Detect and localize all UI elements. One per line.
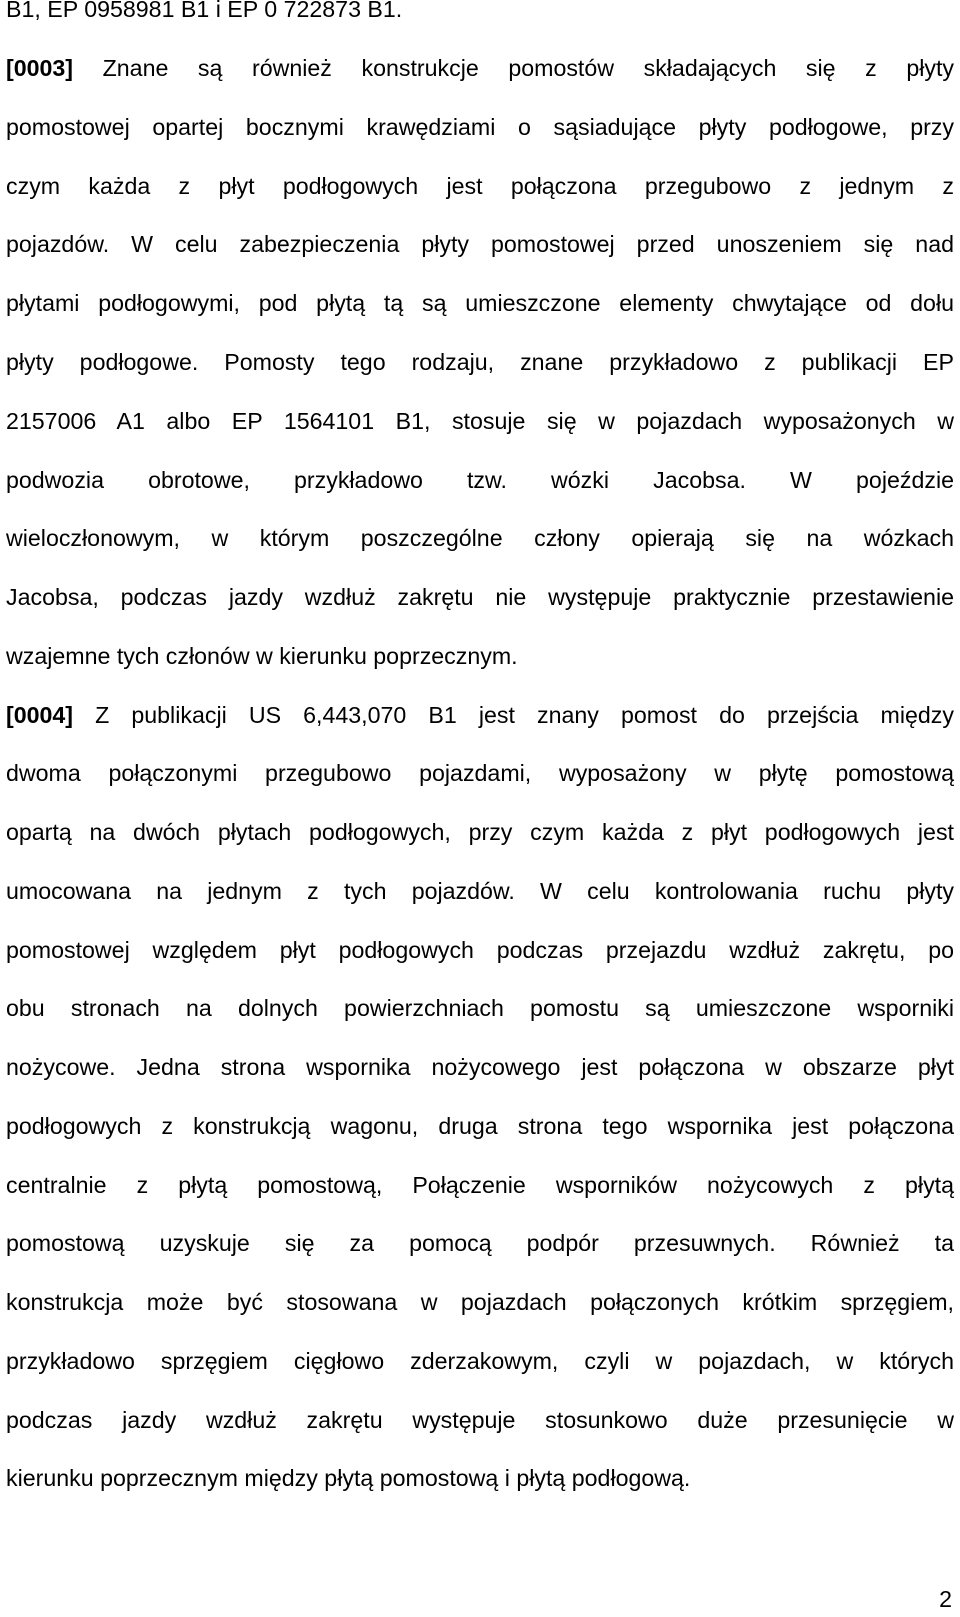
paragraph-0003-line: płyty podłogowe. Pomosty tego rodzaju, znane przykładowo z publikacji EP	[6, 349, 954, 375]
paragraph-0004-line: opartą na dwóch płytach podłogowych, przy czym każda z płyt podłogowych jest	[6, 819, 954, 845]
paragraph-0003-line: wieloczłonowym, w którym poszczególne człony opierają się na wózkach	[6, 525, 954, 551]
page-number: 2	[939, 1586, 952, 1612]
paragraph-0003-line: wzajemne tych członów w kierunku poprzecznym.	[6, 643, 518, 669]
paragraph-0003-line: [0003] Znane są również konstrukcje pomostów składających się z płyty	[6, 55, 954, 81]
paragraph-0003-line: pomostowej opartej bocznymi krawędziami o sąsiadujące płyty podłogowe, przy	[6, 114, 954, 140]
paragraph-tag: [0004]	[6, 702, 74, 728]
paragraph-0003-line: płytami podłogowymi, pod płytą tą są umieszczone elementy chwytające od dołu	[6, 290, 954, 316]
paragraph-0004-line: przykładowo sprzęgiem cięgłowo zderzakowym, czyli w pojazdach, w których	[6, 1348, 954, 1374]
paragraph-0003-line: podwozia obrotowe, przykładowo tzw. wózki Jacobsa. W pojeździe	[6, 467, 954, 493]
paragraph-0004-line: pomostową uzyskuje się za pomocą podpór przesuwnych. Również ta	[6, 1230, 954, 1256]
paragraph-0004-line: obu stronach na dolnych powierzchniach pomostu są umieszczone wsporniki	[6, 995, 954, 1021]
paragraph-0004-line: podczas jazdy wzdłuż zakrętu występuje stosunkowo duże przesunięcie w	[6, 1407, 954, 1433]
top-reference-line: B1, EP 0958981 B1 i EP 0 722873 B1.	[6, 0, 403, 22]
paragraph-0003-line: 2157006 A1 albo EP 1564101 B1, stosuje się w pojazdach wyposażonych w	[6, 408, 954, 434]
paragraph-0003-line: czym każda z płyt podłogowych jest połączona przegubowo z jednym z	[6, 173, 954, 199]
paragraph-0004-line: nożycowe. Jedna strona wspornika nożycowego jest połączona w obszarze płyt	[6, 1054, 954, 1080]
paragraph-0003-line: pojazdów. W celu zabezpieczenia płyty pomostowej przed unoszeniem się nad	[6, 231, 954, 257]
paragraph-0003-line: Jacobsa, podczas jazdy wzdłuż zakrętu nie występuje praktycznie przestawienie	[6, 584, 954, 610]
paragraph-0004-line: podłogowych z konstrukcją wagonu, druga strona tego wspornika jest połączona	[6, 1113, 954, 1139]
paragraph-0004-line: kierunku poprzecznym między płytą pomostową i płytą podłogową.	[6, 1465, 691, 1491]
paragraph-tag: [0003]	[6, 55, 74, 81]
paragraph-0004-line: umocowana na jednym z tych pojazdów. W celu kontrolowania ruchu płyty	[6, 878, 954, 904]
paragraph-0004-line: dwoma połączonymi przegubowo pojazdami, wyposażony w płytę pomostową	[6, 760, 954, 786]
paragraph-0004-line: pomostowej względem płyt podłogowych podczas przejazdu wzdłuż zakrętu, po	[6, 937, 954, 963]
paragraph-0004-line: [0004] Z publikacji US 6,443,070 B1 jest znany pomost do przejścia między	[6, 702, 954, 728]
paragraph-0004-line: konstrukcja może być stosowana w pojazdach połączonych krótkim sprzęgiem,	[6, 1289, 954, 1315]
paragraph-0004-line: centralnie z płytą pomostową, Połączenie wsporników nożycowych z płytą	[6, 1172, 954, 1198]
